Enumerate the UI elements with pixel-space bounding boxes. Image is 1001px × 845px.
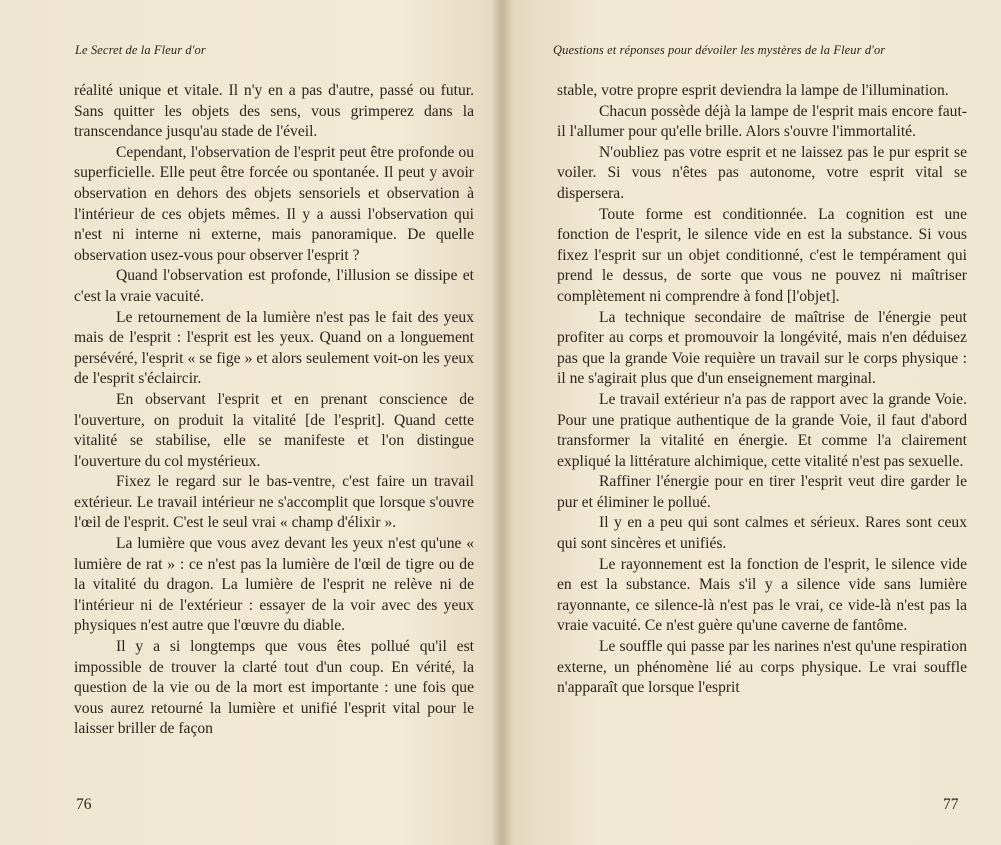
body-text-right [557,81,967,699]
paragraph: Raffiner l'énergie pour en tirer l'esprit veut dire garder le pur et éliminer le pollué. [557,473,967,511]
paragraph: Fixez le regard sur le bas-ventre, c'est faire un travail extérieur. Le travail intérieur ne s'accomplit que lorsque s'ouvre l'œil de l'esprit. C'est le seul vrai « champ d'élixir ». [74,473,474,532]
paragraph: Chacun possède déjà la lampe de l'esprit mais encore faut-il l'allumer pour qu'elle brille. Alors s'ouvre l'immortalité. [557,102,967,141]
paragraph: Cependant, l'observation de l'esprit peut être profonde ou superficielle. Elle peut être forcée ou spontanée. Il peut y avoir observation en dehors des objets sensoriels et observation à l'intérieur de ces objets mêmes. Il y a aussi l'observation qui n'est ni interne ni externe, mais panoramique. De quelle observation usez-vous pour observer l'esprit ? [74,143,474,264]
paragraph: Le retournement de la lumière n'est pas le fait des yeux mais de l'esprit : l'esprit est les yeux. Quand on a longuement persévéré, l'esprit « se fige » et alors seulement voit-on les yeux de l'esprit s'éclaircir. [74,308,474,388]
paragraph: stable, votre propre esprit deviendra la lampe de l'illumination. [557,82,949,99]
running-head-left: Le Secret de la Fleur d'or [75,43,206,57]
page-number-left: 76 [76,796,92,813]
paragraph: Il y a si longtemps que vous êtes pollué qu'il est impossible de trouver la clarté tout d'un coup. En vérité, la question de la vie ou de la mort est importante : une fois que vous aurez retourné la lumière et unifié l'esprit vital pour le laisser briller de façon [74,638,474,738]
paragraph: N'oubliez pas votre esprit et ne laissez pas le pur esprit se voiler. Si vous n'êtes pas autonome, votre esprit vital se dispersera. [557,143,967,202]
paragraph: La lumière que vous avez devant les yeux n'est qu'une « lumière de rat » : ce n'est pas la lumière de l'œil de tigre ou de la vitalité du dragon. La lumière de l'esprit ne relève ni de l'intérieur ni de l'extérieur : essayer de la voir avec des yeux physiques n'est autre que l'œuvre du diable. [74,535,474,635]
left-page [0,0,496,845]
paragraph: Toute forme est conditionnée. La cognition est une fonction de l'esprit, le silence vide en est la substance. Si vous fixez l'esprit sur un objet conditionné, c'est le tempérament qui prend le dessus, de sorte que vous ne pouvez ni maîtriser complètement ni comprendre à fond [l'objet]. [557,205,967,305]
body-text-left [74,81,474,740]
paragraph: Le travail extérieur n'a pas de rapport avec la grande Voie. Pour une pratique authentique de la grande Voie, il faut d'abord transformer la vitalité en énergie. Et comme l'a clairement expliqué la littérature alchimique, cette vitalité n'est pas sexuelle. [557,390,967,470]
running-head-right: Questions et réponses pour dévoiler les mystères de la Fleur d'or [553,43,886,57]
paragraph: réalité unique et vitale. Il n'y en a pas d'autre, passé ou futur. Sans quitter les objets des sens, vous grimperez dans la transcendance jusqu'au stade de l'éveil. [74,82,474,141]
paragraph: En observant l'esprit et en prenant conscience de l'ouverture, on produit la vitalité [de l'esprit]. Quand cette vitalité se stabilise, elle se manifeste et l'on distingue l'ouverture du col mystérieux. [74,390,474,470]
page-number-right: 77 [943,796,959,813]
paragraph: Le rayonnement est la fonction de l'esprit, le silence vide en est la substance. Mais s'il y a silence vide sans lumière rayonnante, ce silence-là n'est pas le vrai, ce vide-là n'est pas la vraie vacuité. Ce n'est guère qu'une caverne de fantôme. [557,555,967,635]
paragraph: Il y en a peu qui sont calmes et sérieux. Rares sont ceux qui sont sincères et unifiés. [557,514,967,553]
paragraph: Quand l'observation est profonde, l'illusion se dissipe et c'est la vraie vacuité. [74,267,474,305]
paragraph: Le souffle qui passe par les narines n'est qu'une respiration externe, un phénomène lié au corps physique. Le vrai souffle n'apparaît que lorsque l'esprit [557,638,967,697]
right-page [505,0,1001,845]
paragraph: La technique secondaire de maîtrise de l'énergie peut profiter au corps et promouvoir la longévité, mais n'en déduisez pas que la grande Voie requière un travail sur le corps physique : il ne s'agirait plus que d'un enseignement marginal. [557,308,967,388]
